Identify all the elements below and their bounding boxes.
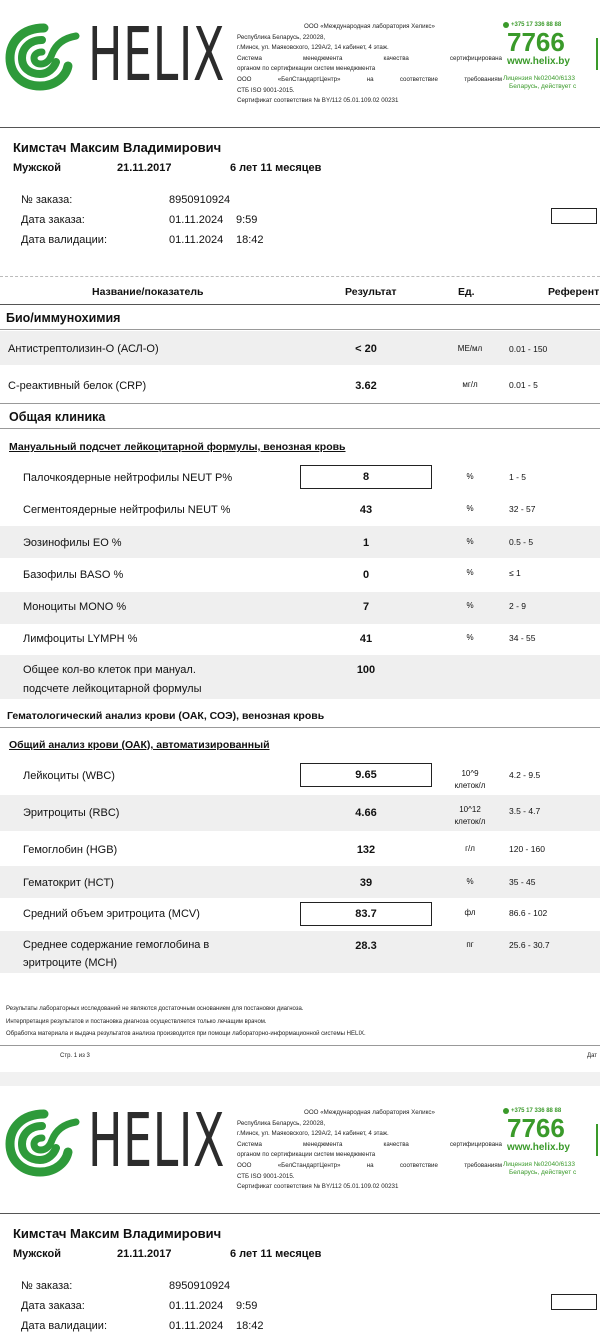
patient-age: 6 лет 11 месяцев — [230, 162, 322, 174]
row-value-flagged: 9.65 — [300, 763, 432, 787]
lab-address-2: г.Минск, ул. Маяковского, 129А/2, 14 кабинет, 4 этаж. — [237, 44, 389, 52]
short-number: 7766 — [507, 1113, 565, 1143]
validation-date: 01.11.2024 — [169, 234, 224, 246]
order-time: 9:59 — [236, 1300, 258, 1312]
order-number-label: № заказа: — [21, 1280, 73, 1292]
row-unit-line-2: клеток/л — [454, 781, 486, 790]
row-value-flagged: 8 — [300, 465, 432, 489]
section-divider — [0, 428, 600, 429]
table-row — [0, 866, 600, 898]
lab-address-2: г.Минск, ул. Маяковского, 129А/2, 14 кабинет, 4 этаж. — [237, 1130, 389, 1138]
phone-number[interactable]: +375 17 336 88 88 — [511, 1108, 562, 1114]
table-row — [0, 625, 600, 655]
lab-info — [237, 1108, 502, 1193]
brand-wordmark: HELIX — [88, 1098, 226, 1184]
green-divider — [596, 38, 598, 70]
row-name-line-1: Общее кол-во клеток при мануал. — [23, 664, 196, 676]
table-row — [0, 460, 600, 492]
row-unit: % — [466, 568, 474, 577]
lab-address-1: Республика Беларусь, 220028, — [237, 33, 326, 41]
lab-name: ООО «Международная лаборатория Хеликс» — [304, 1109, 435, 1116]
lab-cert-1: Система менеджмента качества сертифицирована — [237, 54, 502, 62]
lab-cert-4: СТБ ISO 9001-2015. — [237, 1172, 295, 1180]
lab-cert-5: Сертификат соответствия № BY/112 05.01.109.02 00231 — [237, 97, 399, 105]
table-row — [0, 898, 600, 930]
row-unit-line-1: 10^12 — [459, 805, 481, 814]
validation-date-label: Дата валидации: — [21, 1320, 107, 1332]
col-result-header: Результат — [345, 286, 397, 298]
patient-name: Кимстач Максим Владимирович — [13, 1226, 222, 1241]
row-value: 100 — [356, 664, 376, 676]
row-value: 1 — [362, 537, 370, 549]
patient-name: Кимстач Максим Владимирович — [13, 140, 222, 155]
subsection-oak: Общий анализ крови (ОАК), автоматизированный — [9, 739, 270, 751]
validation-date: 01.11.2024 — [169, 1320, 224, 1332]
row-reference: 32 - 57 — [509, 504, 536, 514]
helix-logo-icon — [4, 22, 80, 94]
lab-cert-3: ООО «БелСтандартЦентр» на соответствие требованиям — [237, 1161, 502, 1169]
footer-note-2: Интерпретация результатов и постановка диагноза осуществляется только лечащим врачом. — [6, 1019, 267, 1025]
website-link[interactable]: www.helix.by — [507, 1142, 570, 1153]
row-name: С-реактивный белок (CRP) — [8, 380, 147, 392]
report-page-2 — [0, 1086, 600, 1332]
row-unit: % — [466, 472, 474, 481]
row-name: Моноциты MONO % — [23, 601, 127, 613]
lab-name: ООО «Международная лаборатория Хеликс» — [304, 23, 435, 30]
group-hematology: Гематологический анализ крови (ОАК, СОЭ), венозная кровь — [7, 710, 325, 722]
footer-note-1: Результаты лабораторных исследований не являются достаточным основанием для постановки диагноза. — [6, 1006, 304, 1012]
row-reference: ≤ 1 — [509, 568, 521, 578]
row-unit: МЕ/мл — [457, 344, 483, 353]
footer-note-3: Обработка материала и выдача результатов анализа производится при помощи лабораторно-информационной системы HELIX. — [6, 1031, 366, 1037]
row-unit: % — [466, 633, 474, 642]
helix-logo-icon — [4, 1108, 80, 1180]
row-unit: фл — [464, 908, 476, 917]
section-divider — [0, 727, 600, 728]
row-unit: % — [466, 601, 474, 610]
green-divider — [596, 1124, 598, 1156]
lab-address-1: Республика Беларусь, 220028, — [237, 1119, 326, 1127]
col-name-header: Название/показатель — [92, 286, 204, 298]
patient-sex: Мужской — [13, 1248, 62, 1260]
order-number-label: № заказа: — [21, 194, 73, 206]
order-number: 8950910924 — [169, 1280, 231, 1292]
header-divider — [0, 1213, 600, 1214]
lab-info — [237, 22, 502, 107]
row-unit-line-1: 10^9 — [461, 769, 479, 778]
table-header-divider — [0, 304, 600, 305]
row-name: Средний объем эритроцита (MCV) — [23, 908, 200, 920]
table-row — [0, 331, 600, 365]
row-reference: 0.01 - 5 — [509, 380, 538, 390]
row-reference: 3.5 - 4.7 — [509, 806, 541, 816]
subsection-manual: Мануальный подсчет лейкоцитарной формулы, венозная кровь — [9, 441, 346, 453]
footer-date-cut: Дат — [587, 1053, 598, 1059]
barcode-box — [551, 208, 597, 224]
table-row — [0, 367, 600, 401]
table-row — [0, 758, 600, 794]
table-row — [0, 559, 600, 591]
order-number: 8950910924 — [169, 194, 231, 206]
license-text — [503, 1161, 600, 1177]
row-name-line-2: подсчете лейкоцитарной формулы — [23, 683, 202, 695]
lab-cert-2: органом по сертификации систем менеджмента — [237, 65, 376, 73]
row-reference: 2 - 9 — [509, 601, 527, 611]
lab-cert-2: органом по сертификации систем менеджмента — [237, 1151, 376, 1159]
lab-cert-4: СТБ ISO 9001-2015. — [237, 86, 295, 94]
row-value: 28.3 — [355, 940, 377, 952]
license-line-2: Беларусь, действует с — [509, 83, 577, 90]
row-reference: 25.6 - 30.7 — [509, 940, 550, 950]
row-unit: % — [466, 504, 474, 513]
license-line-1: Лицензия №02040/6133 — [503, 75, 576, 82]
lab-cert-3: ООО «БелСтандартЦентр» на соответствие требованиям — [237, 75, 502, 83]
validation-date-label: Дата валидации: — [21, 234, 107, 246]
col-reference-header: Референт — [548, 286, 600, 298]
row-name: Эритроциты (RBC) — [23, 807, 120, 819]
section-clinic: Общая клиника — [9, 410, 106, 424]
website-link[interactable]: www.helix.by — [507, 56, 570, 67]
patient-sex: Мужской — [13, 162, 62, 174]
row-unit: % — [466, 537, 474, 546]
row-name: Эозинофилы EO % — [23, 537, 122, 549]
row-value: 0 — [362, 569, 370, 581]
lab-cert-5: Сертификат соответствия № BY/112 05.01.109.02 00231 — [237, 1183, 399, 1191]
row-value: 7 — [362, 601, 370, 613]
row-reference: 120 - 160 — [509, 844, 545, 854]
row-reference: 0.5 - 5 — [509, 537, 534, 547]
contact-block — [503, 22, 600, 91]
table-row — [0, 832, 600, 866]
row-value: < 20 — [355, 343, 377, 355]
table-row — [0, 795, 600, 831]
section-divider — [0, 403, 600, 404]
row-reference: 34 - 55 — [509, 633, 536, 643]
validation-time: 18:42 — [236, 1320, 264, 1332]
row-name: Сегментоядерные нейтрофилы NEUT % — [23, 504, 231, 516]
short-number: 7766 — [507, 27, 565, 57]
section-bio: Био/иммунохимия — [6, 311, 121, 325]
row-value: 39 — [359, 877, 373, 889]
license-line-2: Беларусь, действует с — [509, 1169, 577, 1176]
row-value: 3.62 — [355, 380, 377, 392]
row-value-flagged: 83.7 — [300, 902, 432, 926]
validation-time: 18:42 — [236, 234, 264, 246]
row-unit-line-2: клеток/л — [454, 817, 486, 826]
patient-age: 6 лет 11 месяцев — [230, 1248, 322, 1260]
row-value: 41 — [359, 633, 373, 645]
col-unit-header: Ед. — [458, 286, 475, 298]
row-name-line-2: эритроците (MCH) — [23, 957, 118, 969]
table-row — [0, 592, 600, 624]
table-row — [0, 931, 600, 973]
row-unit: мг/л — [462, 380, 478, 389]
table-row — [0, 526, 600, 558]
brand-wordmark: HELIX — [88, 12, 226, 98]
row-name: Лимфоциты LYMPH % — [23, 633, 138, 645]
row-name: Антистрептолизин-О (АСЛ-О) — [8, 343, 159, 355]
contact-block — [503, 1108, 600, 1177]
row-name: Лейкоциты (WBC) — [23, 770, 115, 782]
row-reference: 4.2 - 9.5 — [509, 770, 541, 780]
order-time: 9:59 — [236, 214, 258, 226]
row-value: 132 — [356, 844, 376, 856]
section-divider — [0, 329, 600, 330]
license-text — [503, 75, 600, 91]
row-unit: % — [466, 877, 474, 886]
info-divider — [0, 276, 600, 277]
barcode-box — [551, 1294, 597, 1310]
table-row — [0, 494, 600, 524]
row-reference: 0.01 - 150 — [509, 344, 548, 354]
table-row — [0, 655, 600, 699]
patient-birth-date: 21.11.2017 — [117, 1248, 172, 1260]
patient-birth-date: 21.11.2017 — [117, 162, 172, 174]
row-name: Гематокрит (HCT) — [23, 877, 114, 889]
order-date-label: Дата заказа: — [21, 1300, 85, 1312]
row-unit: пг — [466, 940, 474, 949]
page-number: Стр. 1 из 3 — [60, 1053, 90, 1059]
lab-cert-1: Система менеджмента качества сертифицирована — [237, 1140, 502, 1148]
row-name-line-1: Среднее содержание гемоглобина в — [23, 939, 210, 951]
order-date-label: Дата заказа: — [21, 214, 85, 226]
row-value: 4.66 — [355, 807, 377, 819]
order-date: 01.11.2024 — [169, 214, 224, 226]
row-name: Базофилы BASO % — [23, 569, 124, 581]
row-name: Палочкоядерные нейтрофилы NEUT P% — [23, 472, 233, 484]
license-line-1: Лицензия №02040/6133 — [503, 1161, 576, 1168]
row-reference: 86.6 - 102 — [509, 908, 548, 918]
row-reference: 1 - 5 — [509, 472, 527, 482]
header-divider — [0, 127, 600, 128]
row-value: 43 — [359, 504, 373, 516]
row-reference: 35 - 45 — [509, 877, 536, 887]
phone-number[interactable]: +375 17 336 88 88 — [511, 22, 562, 28]
footer-divider — [0, 1045, 600, 1046]
row-name: Гемоглобин (HGB) — [23, 844, 118, 856]
order-date: 01.11.2024 — [169, 1300, 224, 1312]
row-unit: г/л — [465, 844, 475, 853]
